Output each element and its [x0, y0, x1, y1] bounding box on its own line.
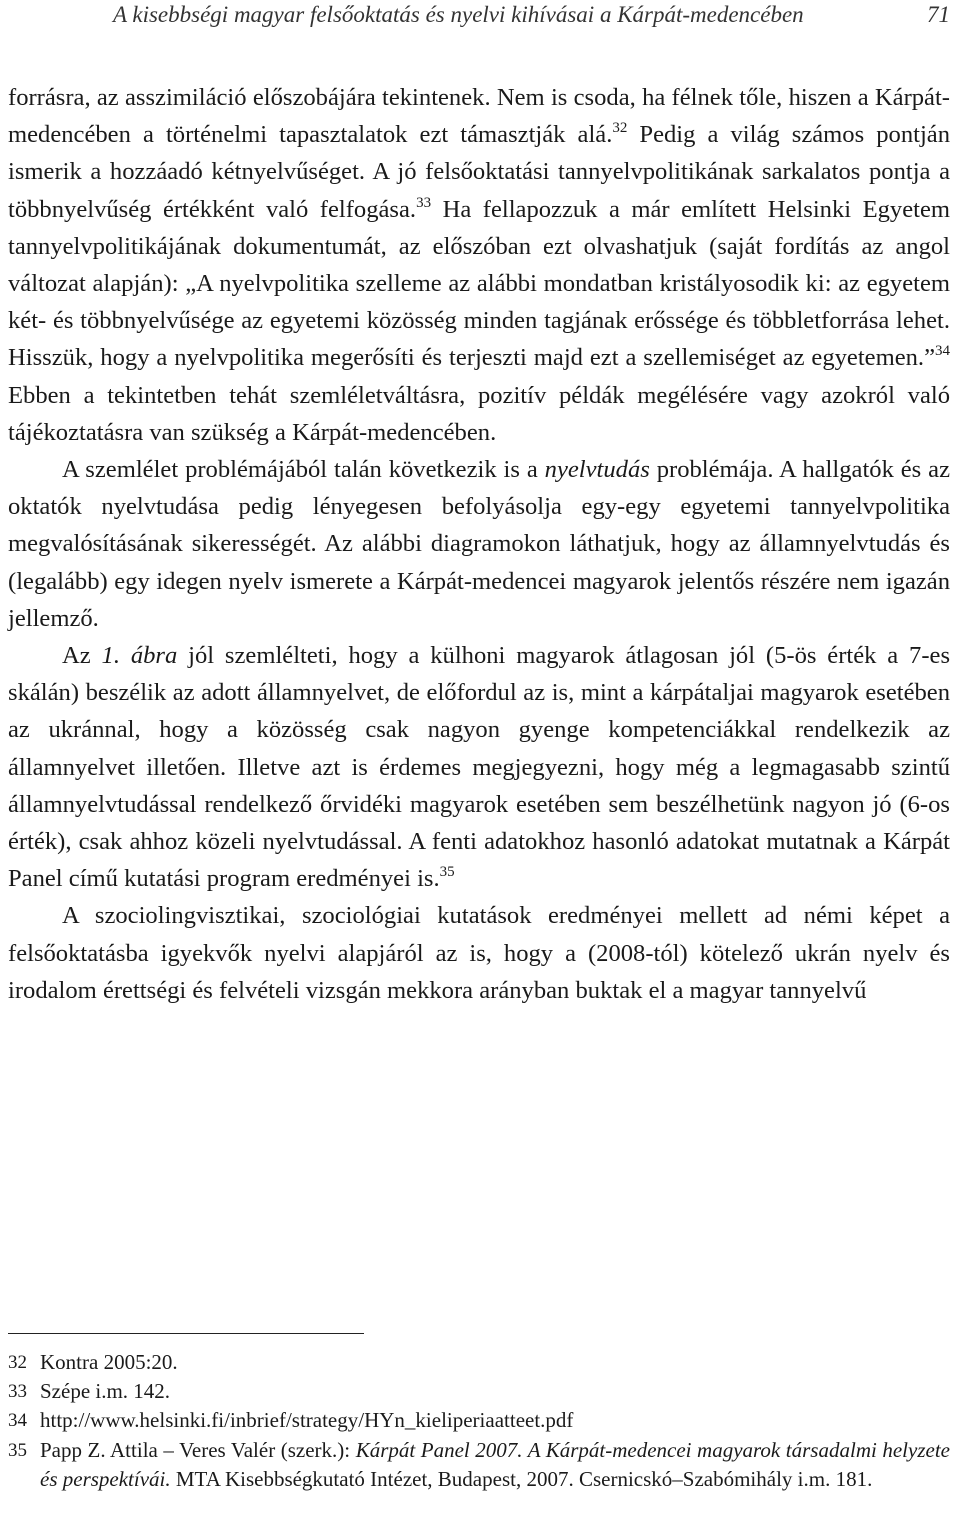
footnote-35	[8, 1436, 950, 1494]
footnote-text: Kontra 2005:20.	[40, 1350, 178, 1374]
text-segment: jól szemlélteti, hogy a külhoni magyarok átlagosan jól (5-ös érték a 7-es skálán) beszélik az adott államnyelvet, de előfordul az is, mint a kárpátaljai magyarok esetében az ukránnal, hogy a közösség csak nagyon gyenge kompetenciákkal rendelkezik az államnyelvet illetően. Illetve azt is érdemes megjegyezni, hogy még a legmagasabb szintű államnyelvtudással rendelkező őrvidéki magyarok esetében sem beszélhetünk nagyon jó (6-os érték), csak ahhoz közeli nyelvtudással. A fenti adatokhoz hasonló adatokat mutatnak a Kárpát Panel című kutatási program eredményei is.	[8, 642, 951, 893]
footnote-34	[8, 1406, 950, 1435]
footnote-number: 34	[8, 1410, 27, 1432]
emphasis: nyelvtudás	[544, 456, 650, 484]
text-segment: forrásra, az asszimiláció előszobájára tekintenek. Nem is csoda, ha félnek tőle, hiszen a Kárpát-medencében a történelmi tapasztalatok ezt támasztják alá.	[8, 84, 950, 149]
page-number: 71	[927, 2, 950, 27]
running-header-title: A kisebbségi magyar felsőoktatás és nyelvi kihívásai a Kárpát-medencében	[113, 2, 804, 27]
footnote-33	[8, 1377, 950, 1406]
text-segment: A szemlélet problémájából talán következik is a	[62, 456, 545, 484]
footnote-number: 32	[8, 1352, 27, 1373]
text-segment: A szociolingvisztikai, szociológiai kutatások eredményei mellett ad némi képet a felsőoktatásba igyekvők nyelvi alapjáról az is, hogy a (2008-tól) kötelező ukrán nyelv és irodalom érettségi és felvételi vizsgán mekkora arányban buktak el a magyar tannyelvű	[8, 902, 950, 1004]
footnote-number: 35	[8, 1439, 27, 1461]
main-text	[8, 79, 950, 1009]
footnote-number: 33	[8, 1381, 27, 1403]
footnote-text: Szépe i.m. 142.	[40, 1379, 171, 1404]
footnote-text	[40, 1436, 950, 1494]
footnote-separator	[8, 1333, 364, 1334]
footnote-ref-32[interactable]: 32	[612, 120, 628, 137]
figure-reference: 1. ábra	[101, 642, 178, 670]
text-segment: MTA Kisebbségkutató Intézet, Budapest, 2007. Csernicskó–Szabómihály i.m. 181.	[170, 1466, 873, 1491]
footnote-32	[8, 1348, 950, 1377]
text-segment: problémája. A hallgatók és az oktatók nyelvtudása pedig lényegesen befolyásolja egy-egy egyetemi tannyelvpolitika megvalósításának sikerességét. Az alábbi diagramokon láthatjuk, hogy az államnyelvtudás és (legalább) egy idegen nyelv ismerete a Kárpát-medencei magyarok jelentős részére nem igazán jellemző.	[8, 456, 950, 632]
text-segment: Papp Z. Attila – Veres Valér (szerk.):	[40, 1437, 356, 1462]
footnote-url-link[interactable]: http://www.helsinki.fi/inbrief/strategy/HYn_kieliperiaatteet.pdf	[40, 1408, 574, 1433]
text-segment: Az	[62, 642, 102, 670]
paragraph-2	[8, 451, 950, 637]
text-segment: Ha fellapozzuk a már említett Helsinki Egyetem tannyelvpolitikájának dokumentumát, az előszóban ezt olvashatjuk (saját fordítás az angol változat alapján): „A nyelvpolitika szelleme az alábbi mondatban kristályosodik ki: az egyetem két- és többnyelvűsége az egyetemi közösség minden tagjának erőssége és többletforrása lehet. Hisszük, hogy a nyelvpolitika megerősíti és terjeszti majd ezt a szellemiséget az egyetemen.”	[8, 195, 951, 372]
paragraph-4	[8, 897, 950, 1009]
footnote-ref-35[interactable]: 35	[439, 864, 455, 881]
text-segment: Pedig a világ számos pontján ismerik a hozzáadó kétnyelvűséget. A jó felsőoktatási tannyelvpolitikának sarkalatos pontja a többnyelvűség értékként való felfogása.	[8, 121, 950, 223]
book-title: Kárpát Panel 2007. A Kárpát-medencei magyarok társadalmi helyzete és perspektívái.	[40, 1437, 950, 1491]
footnote-ref-34[interactable]: 34	[935, 343, 950, 360]
paragraph-3	[8, 637, 950, 897]
paragraph-1	[8, 79, 950, 451]
footnote-ref-33[interactable]: 33	[416, 194, 432, 211]
running-header	[0, 0, 950, 50]
text-segment: Ebben a tekintetben tehát szemléletváltásra, pozitív példák megélésére vagy azokról való tájékoztatásra van szükség a Kárpát-medencében.	[8, 381, 950, 446]
footnotes	[8, 1348, 950, 1494]
